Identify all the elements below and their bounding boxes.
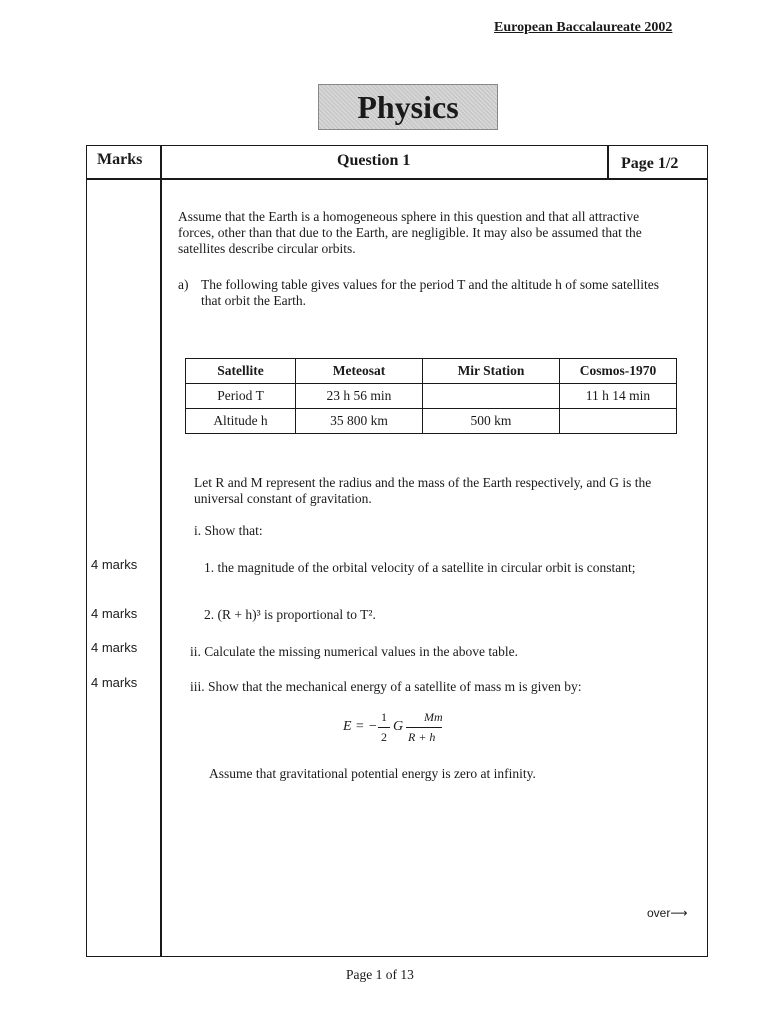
table-row	[186, 384, 677, 409]
question-frame	[86, 145, 708, 957]
table-row	[186, 409, 677, 434]
marks-header: Marks	[97, 151, 143, 168]
fraction-2-bar	[406, 727, 442, 728]
marks-column-divider	[160, 145, 162, 957]
let-paragraph: Let R and M represent the radius and the mass of the Earth respectively, and G is the universal constant of gravitation.	[194, 475, 652, 506]
intro-paragraph: Assume that the Earth is a homogeneous sphere in this question and that all attractive forces, other than that due to the Earth, are negligible. It may also be assumed that the satellites describe circular orbits.	[178, 209, 642, 256]
part-a-text: The following table gives values for the period T and the altitude h of some satellites that orbit the Earth.	[201, 277, 660, 308]
formula-lhs: E = −	[343, 719, 378, 734]
table-header-cell: Satellite	[186, 359, 296, 384]
fraction-1-denominator: 2	[381, 730, 387, 744]
marks-item-2: 4 marks	[91, 606, 138, 621]
marks-item-iii: 4 marks	[91, 675, 138, 690]
marks-item-1: 4 marks	[91, 557, 138, 572]
page-column-divider	[607, 145, 609, 179]
table-header-cell: Cosmos-1970	[560, 359, 677, 384]
exam-header-title: European Baccalaureate 2002	[494, 20, 673, 35]
page-header: Page 1/2	[621, 155, 679, 172]
table-cell: 23 h 56 min	[296, 384, 423, 409]
question-header: Question 1	[337, 152, 411, 169]
subject-title: Physics	[318, 84, 498, 130]
table-cell: 11 h 14 min	[560, 384, 677, 409]
table-header-row	[186, 359, 677, 384]
item-2-text: 2. (R + h)³ is proportional to T².	[204, 607, 376, 622]
table-cell	[423, 384, 560, 409]
table-cell	[560, 409, 677, 434]
fraction-1-bar	[378, 727, 390, 728]
table-cell: 500 km	[423, 409, 560, 434]
table-header-cell: Meteosat	[296, 359, 423, 384]
header-divider	[86, 178, 708, 180]
fraction-2-numerator: Mm	[424, 710, 443, 724]
table-cell: Period T	[186, 384, 296, 409]
table-cell: Altitude h	[186, 409, 296, 434]
part-a-label: a)	[178, 277, 189, 292]
page-footer: Page 1 of 13	[346, 967, 414, 982]
marks-item-ii: 4 marks	[91, 640, 138, 655]
assume-paragraph: Assume that gravitational potential energy is zero at infinity.	[209, 766, 536, 781]
over-indicator: over⟶	[647, 906, 688, 920]
formula-g: G	[393, 719, 404, 734]
satellite-table	[185, 358, 677, 434]
fraction-2-denominator: R + h	[408, 730, 436, 744]
table-header-cell: Mir Station	[423, 359, 560, 384]
item-iii-text: iii. Show that the mechanical energy of a satellite of mass m is given by:	[190, 679, 582, 694]
item-1-text: 1. the magnitude of the orbital velocity of a satellite in circular orbit is constant;	[204, 560, 636, 575]
table-cell: 35 800 km	[296, 409, 423, 434]
show-that-label: i. Show that:	[194, 523, 263, 538]
item-ii-text: ii. Calculate the missing numerical values in the above table.	[190, 644, 519, 659]
fraction-1-numerator: 1	[381, 710, 387, 724]
